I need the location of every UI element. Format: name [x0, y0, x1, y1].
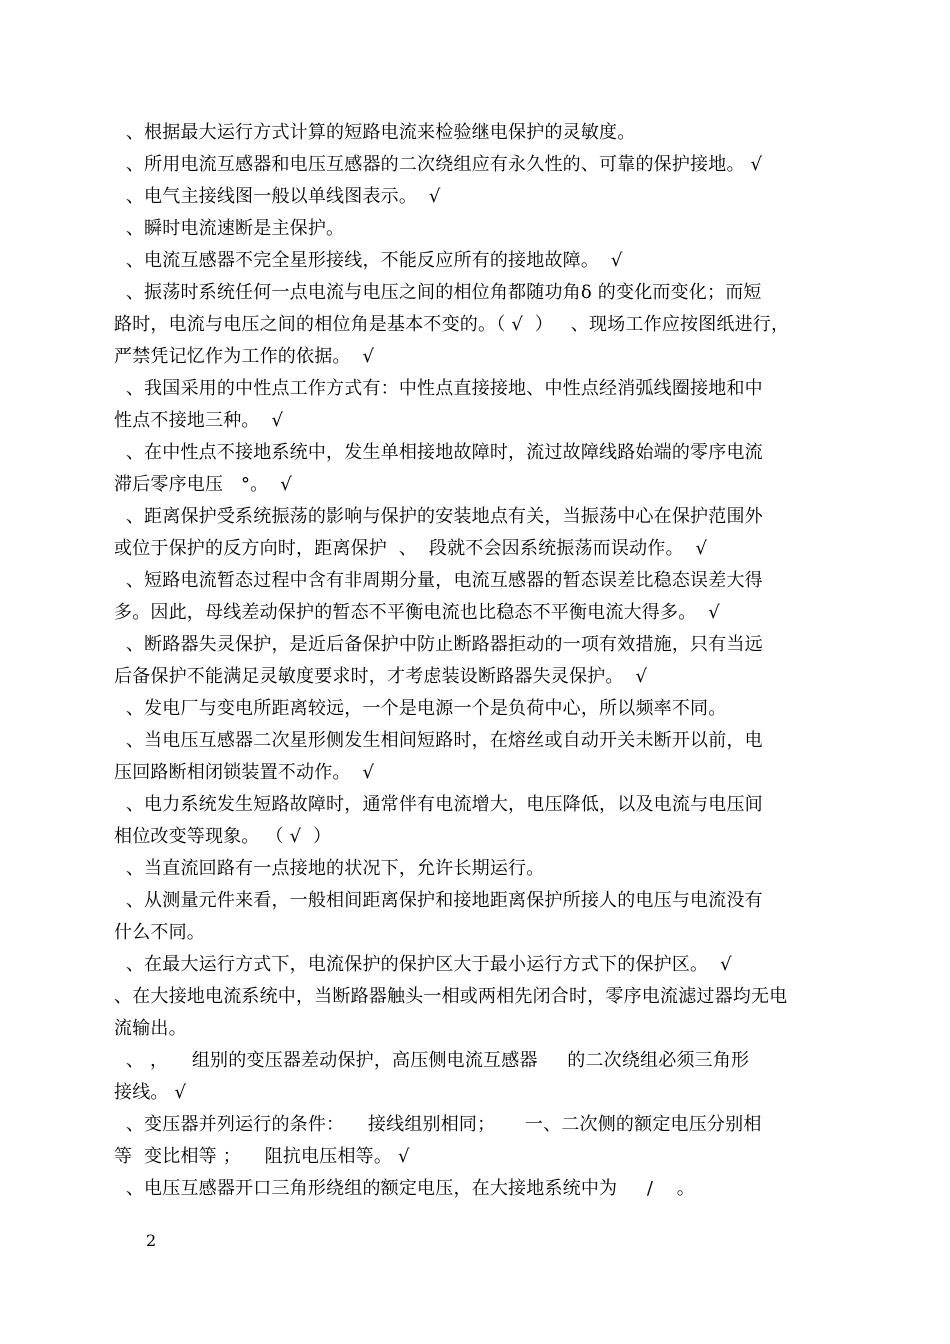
text-line: 、短路电流暂态过程中含有非周期分量，电流互感器的暂态误差比稳态误差大得 [114, 570, 763, 591]
text-line: 、振荡时系统任何一点电流与电压之间的相位角都随功角δ 的变化而变化；而短 [114, 282, 762, 303]
text-line: 或位于保护的反方向时，距离保护 、 段就不会因系统振荡而误动作。 √ [114, 538, 708, 559]
document-body [114, 117, 808, 1205]
text-line: 接线。 √ [114, 1082, 187, 1103]
text-line: 、从测量元件来看，一般相间距离保护和接地距离保护所接人的电压与电流没有 [114, 890, 763, 911]
text-line: 、根据最大运行方式计算的短路电流来检验继电保护的灵敏度。 [114, 122, 636, 143]
text-line: 压回路断相闭锁装置不动作。 √ [114, 762, 375, 783]
text-line: 、在中性点不接地系统中，发生单相接地故障时，流过故障线路始端的零序电流 [114, 442, 763, 463]
text-line: 多。因此，母线差动保护的暂态不平衡电流也比稳态不平衡电流大得多。 √ [114, 602, 720, 623]
text-line: 、电压互感器开口三角形绕组的额定电压，在大接地系统中为 / 。 [114, 1178, 695, 1199]
text-line: 、当电压互感器二次星形侧发生相间短路时，在熔丝或自动开关未断开以前，电 [114, 730, 763, 751]
text-line: 性点不接地三种。 √ [114, 410, 284, 431]
text-line: 、我国采用的中性点工作方式有：中性点直接接地、中性点经消弧线圈接地和中 [114, 378, 763, 399]
text-line: 、电力系统发生短路故障时，通常伴有电流增大，电压降低，以及电流与电压间 [114, 794, 763, 815]
text-line: 路时，电流与电压之间的相位角是基本不变的。（ √ ） 、现场工作应按图纸进行， [114, 314, 790, 335]
page-number: 2 [146, 1231, 157, 1250]
text-line: 严禁凭记忆作为工作的依据。 √ [114, 346, 375, 367]
text-line: 、瞬时电流速断是主保护。 [114, 218, 345, 239]
text-line: 什么不同。 [114, 922, 205, 943]
text-line: 、断路器失灵保护，是近后备保护中防止断路器拒动的一项有效措施，只有当远 [114, 634, 763, 655]
text-line: 、电流互感器不完全星形接线，不能反应所有的接地故障。 √ [114, 250, 623, 271]
text-line: 、发电厂与变电所距离较远，一个是电源一个是负荷中心，所以频率不同。 [114, 698, 727, 719]
text-line: 、当直流回路有一点接地的状况下，允许长期运行。 [114, 858, 545, 879]
text-line: 滞后零序电压 °。 √ [114, 474, 292, 495]
text-line: 相位改变等现象。 （ √ ） [114, 826, 332, 847]
text-line: 、变压器并列运行的条件： 接线组别相同； 一、二次侧的额定电压分别相 [114, 1114, 762, 1135]
text-line: 、 ， 组别的变压器差动保护，高压侧电流互感器 的二次绕组必须三角形 [114, 1050, 750, 1071]
text-line: 等 变比相等 ； 阻抗电压相等。 √ [114, 1146, 410, 1167]
text-line: 、所用电流互感器和电压互感器的二次绕组应有永久性的、可靠的保护接地。 √ [114, 154, 763, 175]
text-line: 、在大接地电流系统中，当断路器触头一相或两相先闭合时，零序电流滤过器均无电 [114, 986, 788, 1007]
text-line: 后备保护不能满足灵敏度要求时，才考虑装设断路器失灵保护。 √ [114, 666, 648, 687]
text-line: 流输出。 [114, 1018, 187, 1039]
text-line: 、电气主接线图一般以单线图表示。 √ [114, 186, 441, 207]
text-line: 、在最大运行方式下，电流保护的保护区大于最小运行方式下的保护区。 √ [114, 954, 732, 975]
text-line: 、距离保护受系统振荡的影响与保护的安装地点有关，当振荡中心在保护范围外 [114, 506, 763, 527]
